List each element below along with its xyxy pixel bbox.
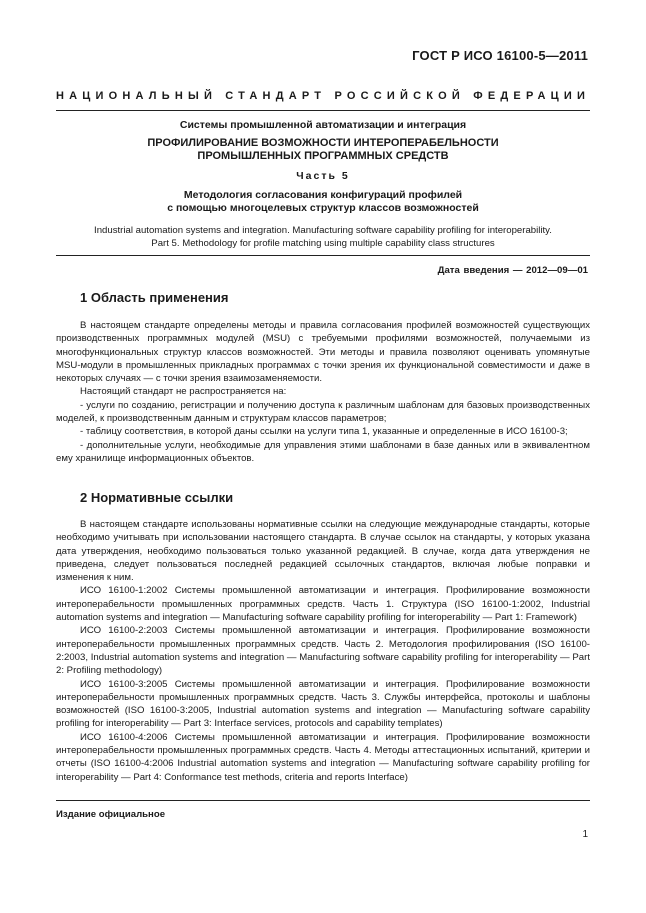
edition-label: Издание официальное	[56, 809, 166, 820]
english-title	[56, 224, 590, 250]
section-1-paragraph: В настоящем стандарте определены методы и правила согласования профилей возможностей существующих производственных программных модулей (MSU) с требуемыми профилями возможностей, получаемыми из многофункциональных структур классов возможностей. Эти методы и правила позволяют оценивать упомянутые MSU-модули в промышленных прикладных программах с точки зрения их функциональной совместимости и даже в некоторых случаях — с точки зрения взаимозаменяемости.	[56, 320, 590, 385]
subtitle-line-1: Методология согласования конфигураций профилей	[183, 189, 463, 201]
part-number: Часть 5	[296, 170, 350, 182]
part-subtitle	[56, 189, 590, 215]
reference-entry: ИСО 16100-1:2002 Системы промышленной автоматизации и интеграция. Профилирование возможности интероперабельности промышленных программных средств. Часть 1. Структура (ISO 16100-1:2002, Industrial automation systems and integration — Manufacturing software capability profiling for interoperability — Part 1: Framework)	[56, 585, 590, 624]
standard-main-title	[56, 137, 590, 163]
reference-entry: ИСО 16100-3:2005 Системы промышленной автоматизации и интеграция. Профилирование возможности интероперабельности промышленных программных средств. Часть 3. Службы интерфейса, протоколы и шаблоны возможностей (ISO 16100-3:2005, Industrial automation systems and integration — Manufacturing software capability profiling for interoperability — Part 3: Interface services, protocols and capability templates)	[56, 678, 590, 730]
section-2-body	[56, 518, 590, 784]
section-1-heading: 1 Область применения	[80, 290, 229, 305]
section-2-heading: 2 Нормативные ссылки	[80, 490, 234, 505]
reference-entry: ИСО 16100-4:2006 Системы промышленной автоматизации и интеграция. Профилирование возможности интероперабельности промышленных программных средств. Часть 4. Методы аттестационных испытаний, критерии и отчеты (ISO 16100-4:2006 Industrial automation systems and integration — Manufacturing software capability profiling for interoperability — Part 4: Conformance test methods, criteria and reports Interface)	[56, 731, 590, 783]
main-title-line-1: ПРОФИЛИРОВАНИЕ ВОЗМОЖНОСТИ ИНТЕРОПЕРАБЕЛЬНОСТИ	[147, 137, 499, 149]
page-number: 1	[582, 829, 588, 840]
standard-series: Системы промышленной автоматизации и интеграция	[179, 119, 467, 131]
section-1-body	[56, 319, 590, 465]
section-1-list-item: - услуги по созданию, регистрации и получению доступа к различным шаблонам для базовых производственных моделей, к производственным данным и структурам классов параметров;	[56, 399, 590, 425]
introduction-date: Дата введения — 2012—09—01	[437, 265, 588, 276]
english-title-line-2: Part 5. Methodology for profile matching using multiple capability class structures	[151, 238, 495, 249]
subtitle-line-2: с помощью многоцелевых структур классов возможностей	[167, 202, 479, 214]
national-standard-header: НАЦИОНАЛЬНЫЙ СТАНДАРТ РОССИЙСКОЙ ФЕДЕРАЦИИ	[56, 90, 591, 102]
section-1-list-item: - таблицу соответствия, в которой даны ссылки на услуги типа 1, указанные и определенные в ИСО 16100-3;	[80, 426, 568, 438]
section-2-paragraph: В настоящем стандарте использованы нормативные ссылки на следующие международные стандарты, которые необходимо учитывать при использовании настоящего стандарта. В случае ссылок на стандарты, у которых указана дата утверждения, необходимо пользоваться только указанной редакцией. В случае, когда дата утверждения не приведена, следует пользоваться последней редакцией ссылочных стандартов, включая любые поправки и изменения к ним.	[56, 519, 590, 584]
footer-rule	[56, 800, 590, 801]
section-1-list-item: - дополнительные услуги, необходимые для управления этими шаблонами в базе данных или в эквивалентном ему хранилище информационных объектов.	[56, 439, 590, 464]
section-1-paragraph: Настоящий стандарт не распространяется на:	[80, 386, 287, 398]
title-rule	[56, 255, 590, 256]
header-rule	[56, 110, 590, 111]
document-code: ГОСТ Р ИСО 16100-5—2011	[412, 48, 588, 63]
english-title-line-1: Industrial automation systems and integration. Manufacturing software capability profiling for interoperability.	[94, 225, 552, 236]
main-title-line-2: ПРОМЫШЛЕННЫХ ПРОГРАММНЫХ СРЕДСТВ	[197, 150, 449, 162]
reference-entry: ИСО 16100-2:2003 Системы промышленной автоматизации и интеграция. Профилирование возможности интероперабельности промышленных программных средств. Часть 2. Методология профилирования (ISO 16100-2:2003, Industrial automation systems and integration — Manufacturing software capability profiling for interoperability — Part 2: Profiling methodology)	[56, 625, 590, 677]
